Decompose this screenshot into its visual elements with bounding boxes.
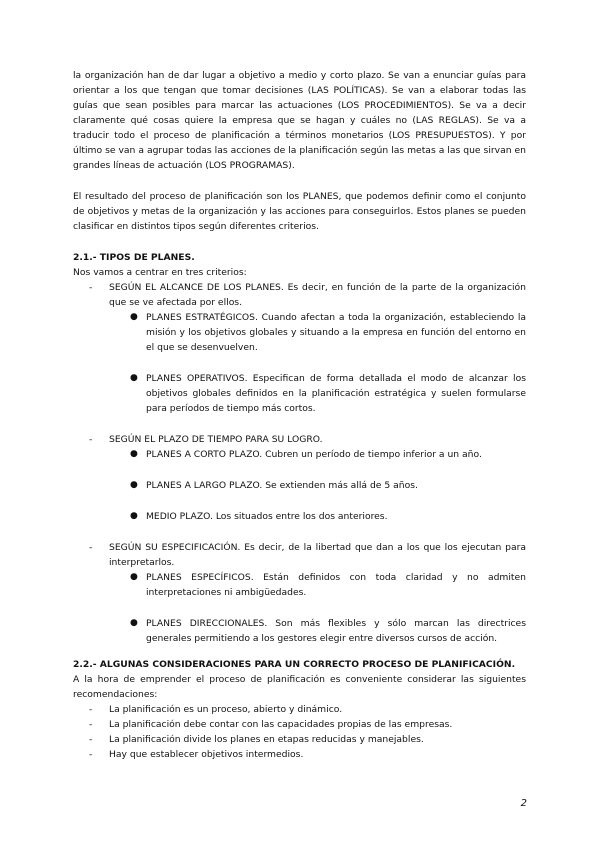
list-item: ● PLANES ESTRATÉGICOS. Cuando afectan a toda la organización, estableciendo la misión y los objetivos globales y situando a la empresa en función del entorno en el que se desenvuelven.	[130, 312, 526, 353]
list-item: ● PLANES A CORTO PLAZO. Cubren un período de tiempo inferior a un año.	[130, 449, 482, 460]
result-paragraph: El resultado del proceso de planificación son los PLANES, que podemos definir como el conjunto de objetivos y metas de la organización y las acciones para conseguirlos. Estos planes se pueden clasificar en distintos tipos según diferentes criterios.	[73, 191, 526, 232]
criterion-label: SEGÚN EL ALCANCE DE LOS PLANES. Es decir, en función de la parte de la organización que se ve afectada por ellos.	[109, 282, 526, 308]
dash-mark: -	[89, 434, 93, 445]
bullet-list	[73, 310, 526, 355]
dash-mark: -	[89, 734, 93, 745]
document-page	[73, 68, 526, 762]
section-types-intro: Nos vamos a centrar en tres criterios:	[73, 267, 247, 278]
intro-paragraph: la organización han de dar lugar a objetivo a medio y corto plazo. Se van a enunciar guías para orientar a los que tengan que tomar decisiones (LAS POLÍTICAS). Se van a elaborar todas las guías que sean posibles para marcar las actuaciones (LOS PROCEDIMIENTOS). Se va a decir claramente qué cosas quiere la empresa que se hagan y cuáles no (LAS REGLAS). Se va a traducir todo el proceso de planificación a términos monetarios (LOS PRESUPUESTOS). Y por último se van a agrupar todas las acciones de la planificación según las metas a las que sirvan en grandes líneas de actuación (LOS PROGRAMAS).	[73, 70, 526, 171]
dash-mark: -	[89, 719, 93, 730]
page-number: 2	[520, 798, 527, 809]
bullet-list	[73, 509, 526, 524]
recommendation-item: - La planificación debe contar con las capacidades propias de las empresas.	[89, 719, 453, 730]
section-considerations-intro: A la hora de emprender el proceso de planificación es conveniente considerar las siguientes recomendaciones:	[73, 674, 526, 700]
bullet-icon: ●	[130, 618, 138, 628]
recommendation-item: - La planificación divide los planes en etapas reducidas y manejables.	[89, 734, 424, 745]
section-heading-considerations: 2.2.- ALGUNAS CONSIDERACIONES PARA UN CORRECTO PROCESO DE PLANIFICACIÓN.	[73, 659, 516, 670]
recommendation-item: - Hay que establecer objetivos intermedios.	[89, 749, 304, 760]
dash-mark: -	[89, 704, 93, 715]
list-item: ● PLANES ESPECÍFICOS. Están definidos con toda claridad y no admiten interpretaciones ni ambigüedades.	[130, 572, 526, 598]
list-item: ● PLANES A LARGO PLAZO. Se extienden más allá de 5 años.	[130, 480, 418, 491]
bullet-list	[73, 570, 526, 600]
bullet-list	[73, 447, 526, 462]
bullet-icon: ●	[130, 480, 138, 490]
bullet-list	[73, 478, 526, 493]
dash-mark: -	[89, 282, 93, 293]
dash-mark: -	[89, 542, 93, 553]
bullet-icon: ●	[130, 312, 138, 322]
bullet-list	[73, 371, 526, 416]
bullet-icon: ●	[130, 449, 138, 459]
dash-mark: -	[89, 749, 93, 760]
list-item: ● PLANES DIRECCIONALES. Son más flexibles y sólo marcan las directrices generales permitiendo a los gestores elegir entre diversos cursos de acción.	[130, 618, 526, 644]
recommendation-item: - La planificación es un proceso, abierto y dinámico.	[89, 704, 343, 715]
criterion-specification	[73, 540, 526, 570]
bullet-icon: ●	[130, 572, 138, 582]
bullet-icon: ●	[130, 373, 138, 383]
bullet-list	[73, 616, 526, 646]
criterion-label: SEGÚN EL PLAZO DE TIEMPO PARA SU LOGRO.	[109, 434, 323, 445]
list-item: ● MEDIO PLAZO. Los situados entre los dos anteriores.	[130, 511, 388, 522]
section-heading-types: 2.1.- TIPOS DE PLANES.	[73, 252, 195, 263]
criterion-time	[73, 432, 526, 447]
list-item: ● PLANES OPERATIVOS. Especifican de forma detallada el modo de alcanzar los objetivos globales definidos en la planificación estratégica y suelen formularse para períodos de tiempo más cortos.	[130, 373, 526, 414]
bullet-icon: ●	[130, 511, 138, 521]
criterion-scope	[73, 280, 526, 310]
criterion-label: SEGÚN SU ESPECIFICACIÓN. Es decir, de la libertad que dan a los que los ejecutan para interpretarlos.	[109, 542, 526, 568]
